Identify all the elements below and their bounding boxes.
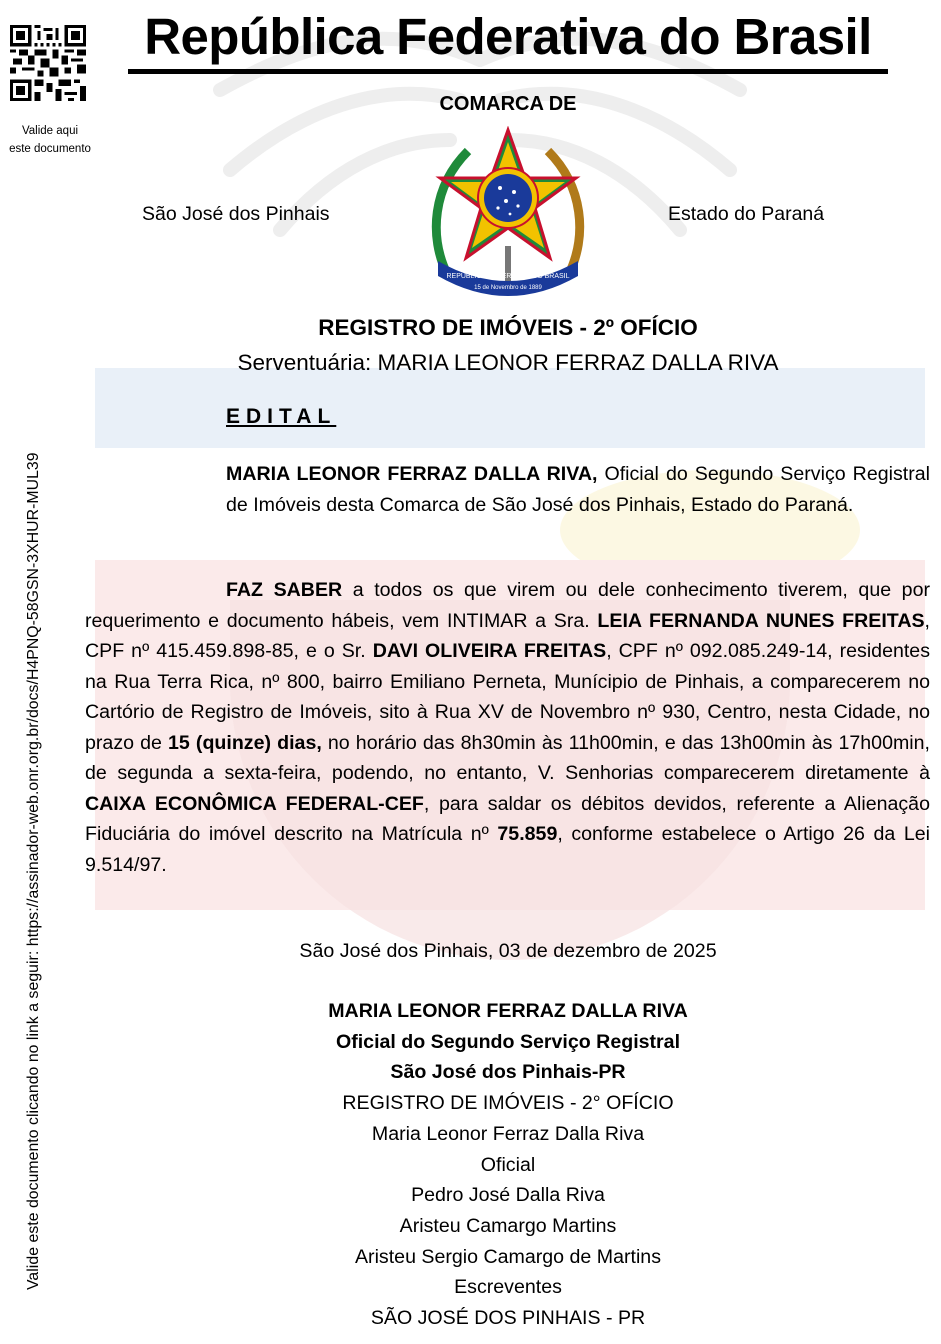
coat-of-arms-icon [428,126,588,298]
signature-bold-line: MARIA LEONOR FERRAZ DALLA RIVA [328,1000,688,1022]
document-date: São José dos Pinhais, 03 de dezembro de 2025 [299,940,717,962]
seal-ribbon-text: REPÚBLICA FEDERATIVA DO BRASIL [446,273,570,280]
body-text: , para saldar os débitos devidos, referente a Alienação Fiduciária do imóvel descrito na Matrícula nº [85,792,930,845]
qr-code-icon[interactable] [10,25,86,101]
signature-block [200,996,816,1334]
comarca-label: COMARCA DE [439,93,577,115]
body-bold-text: 15 (quinze) dias, [168,731,322,754]
signature-line: REGISTRO DE IMÓVEIS - 2° OFÍCIO [342,1092,674,1115]
registry-office-title: REGISTRO DE IMÓVEIS - 2º OFÍCIO [318,315,698,340]
signature-line: Maria Leonor Ferraz Dalla Riva [371,1122,645,1145]
body-bold-text: FAZ SABER [226,579,343,601]
body-text: , CPF nº 415.459.898-85, e o Sr. [85,609,930,662]
city-name: São José dos Pinhais [142,203,330,225]
watermark-blue-band [95,368,925,448]
body-text: , conforme estabelece o Artigo 26 da Lei 9.514/97. [85,823,930,876]
body-text: no horário das 8h30min às 11h00min, e das 13h00min às 17h00min, de segunda a sexta-feira, podendo, no entanto, V. Senhorias comparecerem diretamente à [85,731,930,784]
body-text: , CPF nº 092.085.249-14, residentes na Rua Terra Rica, nº 800, bairro Emiliano Perneta, Munícipio de Pinhais, a comparecerem no Cartório de Registro de Imóveis, sito à Rua XV de Novembro nº 930, Centro, nesta Cidade, no prazo de [85,640,931,754]
signature-bold-line: Oficial do Segundo Serviço Registral [335,1030,681,1053]
intro-paragraph [226,459,930,521]
edital-heading: EDITAL [226,405,337,428]
intro-text: Oficial do Segundo Serviço Registral de Imóveis desta Comarca de São José dos Pinhais, Estado do Paraná. [226,463,930,516]
signature-bold-line: São José dos Pinhais-PR [390,1061,626,1084]
qr-caption-line1: Valide aqui [21,125,79,137]
seal-date-text: 15 de Novembro de 1889 [474,285,542,291]
body-bold-text: 75.859 [497,823,558,845]
validation-link-note[interactable]: Valide este documento clicando no link a seguir: https://assinador-web.onr.org.br/docs/H4PNQ-58GSN-3XHUR-MUL39 [25,452,42,1290]
signature-line: Aristeu Camargo Martins [399,1214,617,1237]
qr-caption [8,122,92,158]
signature-line: Oficial [480,1153,536,1176]
body-paragraph [85,575,930,880]
intro-bold-name: MARIA LEONOR FERRAZ DALLA RIVA, [226,463,598,485]
serventuaria-line: Serventuária: MARIA LEONOR FERRAZ DALLA RIVA [237,350,779,375]
body-text: a todos os que virem ou dele conhecimento tiverem, que por requerimento e documento hábeis, vem INTIMAR a Sra. [85,579,930,632]
body-bold-text: CAIXA ECONÔMICA FEDERAL-CEF [85,792,424,815]
signature-line: Aristeu Sergio Camargo de Martins [354,1245,661,1268]
qr-caption-line2: este documento [9,143,91,155]
page-title: República Federativa do Brasil [128,6,888,74]
state-name: Estado do Paraná [668,203,825,225]
signature-line: SÃO JOSÉ DOS PINHAIS - PR [370,1307,646,1330]
body-bold-text: LEIA FERNANDA NUNES FREITAS [597,609,925,632]
signature-line: Pedro José Dalla Riva [411,1184,605,1207]
body-bold-text: DAVI OLIVEIRA FREITAS [372,640,607,662]
signature-line: Escreventes [454,1276,562,1299]
